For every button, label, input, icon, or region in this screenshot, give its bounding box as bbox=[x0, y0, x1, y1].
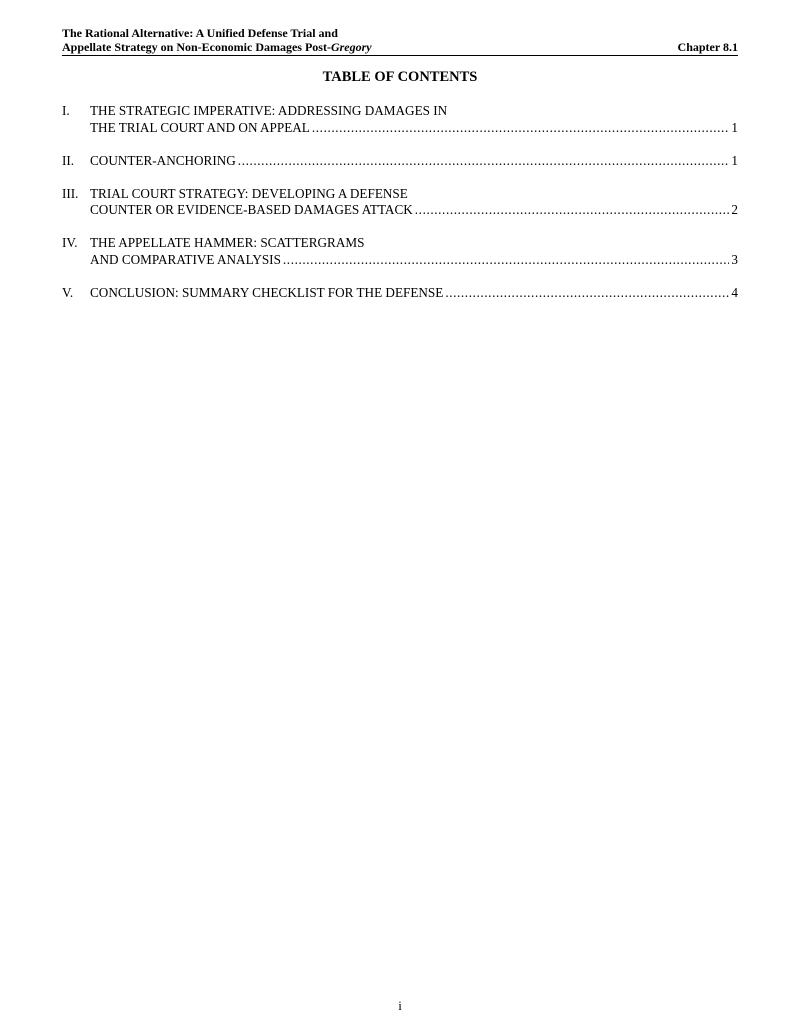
header-title-line-2 bbox=[62, 40, 372, 54]
toc-title: TABLE OF CONTENTS bbox=[322, 69, 478, 85]
toc-entry-number: I. bbox=[62, 103, 70, 118]
toc-entry-title-line-1: TRIAL COURT STRATEGY: DEVELOPING A DEFENSE bbox=[90, 185, 408, 201]
dot-leader bbox=[445, 285, 729, 302]
toc-entry-5[interactable] bbox=[62, 285, 738, 302]
dot-leader bbox=[415, 202, 730, 219]
toc-entry-title-line-1: THE APPELLATE HAMMER: SCATTERGRAMS bbox=[90, 235, 365, 250]
toc-entry-title-line-2: COUNTER OR EVIDENCE-BASED DAMAGES ATTACK bbox=[90, 202, 413, 217]
header-title-line-1: The Rational Alternative: A Unified Defense Trial and bbox=[62, 26, 338, 40]
toc-entry-title-line-1: COUNTER-ANCHORING bbox=[90, 152, 236, 168]
toc-entry-4[interactable] bbox=[62, 235, 738, 268]
header-line-2 bbox=[62, 40, 738, 54]
toc-entry-number: II. bbox=[62, 152, 75, 168]
toc-entry-3[interactable] bbox=[62, 186, 738, 219]
toc-entry-title-line-1: CONCLUSION: SUMMARY CHECKLIST FOR THE DEFENSE bbox=[90, 284, 444, 300]
toc-entry-page: 1 bbox=[731, 119, 738, 135]
footer-page-number: i bbox=[398, 998, 402, 1013]
toc-entry-last-line bbox=[90, 153, 738, 170]
header-line-1 bbox=[62, 26, 738, 40]
toc-entry-2[interactable] bbox=[62, 153, 738, 170]
toc-list bbox=[62, 103, 738, 318]
header-chapter: Chapter 8.1 bbox=[677, 40, 738, 54]
toc-entry-title-line-2: AND COMPARATIVE ANALYSIS bbox=[90, 251, 281, 267]
toc-entry-last-line bbox=[90, 202, 738, 219]
dot-leader bbox=[283, 252, 730, 269]
toc-entry-last-line bbox=[90, 285, 738, 302]
toc-entry-body bbox=[90, 103, 738, 136]
toc-entry-number: IV. bbox=[62, 235, 78, 250]
toc-entry-page: 2 bbox=[731, 202, 738, 217]
toc-entry-page: 3 bbox=[731, 251, 738, 267]
toc-entry-body bbox=[90, 235, 738, 268]
toc-entry-body bbox=[90, 186, 738, 219]
dot-leader bbox=[312, 120, 730, 137]
toc-entry-last-line bbox=[90, 252, 738, 269]
header-title-italic: Gregory bbox=[330, 40, 372, 54]
header-title-prefix: Appellate Strategy on Non-Economic Damages Post- bbox=[62, 40, 331, 54]
toc-entry-body bbox=[90, 153, 738, 170]
running-header bbox=[62, 26, 738, 56]
toc-entry-page: 1 bbox=[731, 152, 738, 168]
toc-entry-number: V. bbox=[62, 284, 74, 300]
toc-entry-page: 4 bbox=[731, 284, 738, 300]
toc-entry-title-line-2: THE TRIAL COURT AND ON APPEAL bbox=[90, 119, 310, 135]
toc-entry-body bbox=[90, 285, 738, 302]
toc-entry-number: III. bbox=[62, 185, 79, 201]
toc-entry-title-line-1: THE STRATEGIC IMPERATIVE: ADDRESSING DAMAGES IN bbox=[90, 103, 448, 118]
toc-entry-1[interactable] bbox=[62, 103, 738, 136]
toc-entry-last-line bbox=[90, 120, 738, 137]
dot-leader bbox=[238, 153, 730, 170]
